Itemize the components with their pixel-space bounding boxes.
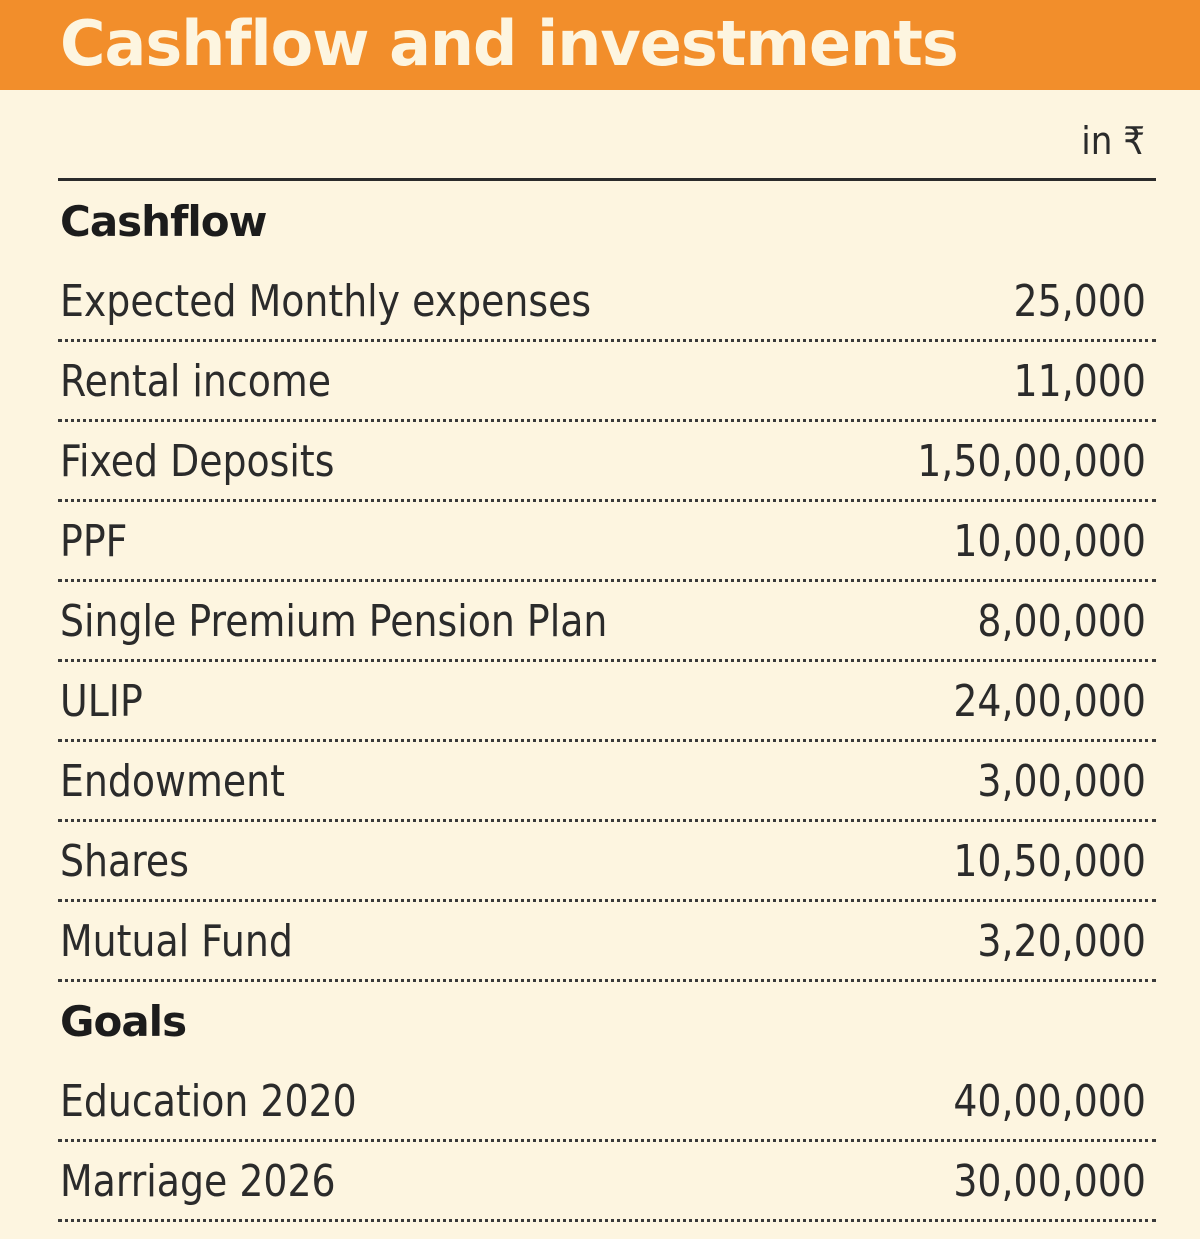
header-banner xyxy=(0,0,1200,90)
row-label: Education 2020 xyxy=(60,1076,357,1127)
row-label: Expected Monthly expenses xyxy=(60,276,592,327)
row-label: Marriage 2026 xyxy=(60,1156,336,1207)
row-label: Mutual Fund xyxy=(60,916,293,967)
table-row xyxy=(58,342,1156,422)
row-value: 30,00,000 xyxy=(953,1156,1146,1207)
row-value: 11,000 xyxy=(1013,356,1146,407)
row-value: 8,00,000 xyxy=(977,596,1146,647)
row-value: 40,00,000 xyxy=(953,1076,1146,1127)
row-value: 10,50,000 xyxy=(953,836,1146,887)
table-row xyxy=(58,262,1156,342)
row-label: Fixed Deposits xyxy=(60,436,335,487)
section-heading-cashflow: Cashflow xyxy=(60,197,267,246)
table-row xyxy=(58,902,1156,982)
page-title: Cashflow and investments xyxy=(60,7,958,80)
row-value: 24,00,000 xyxy=(953,676,1146,727)
table-row xyxy=(58,502,1156,582)
table-row xyxy=(58,582,1156,662)
table-row xyxy=(58,662,1156,742)
row-label: Endowment xyxy=(60,756,285,807)
table-row xyxy=(58,822,1156,902)
table-row xyxy=(58,1142,1156,1222)
row-value: 10,00,000 xyxy=(953,516,1146,567)
table-top-rule xyxy=(58,178,1156,181)
data-table xyxy=(58,182,1156,1222)
row-label: Rental income xyxy=(60,356,332,407)
section-heading-goals: Goals xyxy=(60,997,187,1046)
row-label: ULIP xyxy=(60,676,143,727)
row-label: Single Premium Pension Plan xyxy=(60,596,608,647)
row-value: 3,00,000 xyxy=(977,756,1146,807)
table-row xyxy=(58,742,1156,822)
table-row xyxy=(58,1062,1156,1142)
table-row xyxy=(58,422,1156,502)
row-value: 1,50,00,000 xyxy=(917,436,1146,487)
row-value: 25,000 xyxy=(1013,276,1146,327)
row-label: Shares xyxy=(60,836,189,887)
unit-label: in ₹ xyxy=(1081,119,1145,163)
row-label: PPF xyxy=(60,516,128,567)
row-value: 3,20,000 xyxy=(977,916,1146,967)
